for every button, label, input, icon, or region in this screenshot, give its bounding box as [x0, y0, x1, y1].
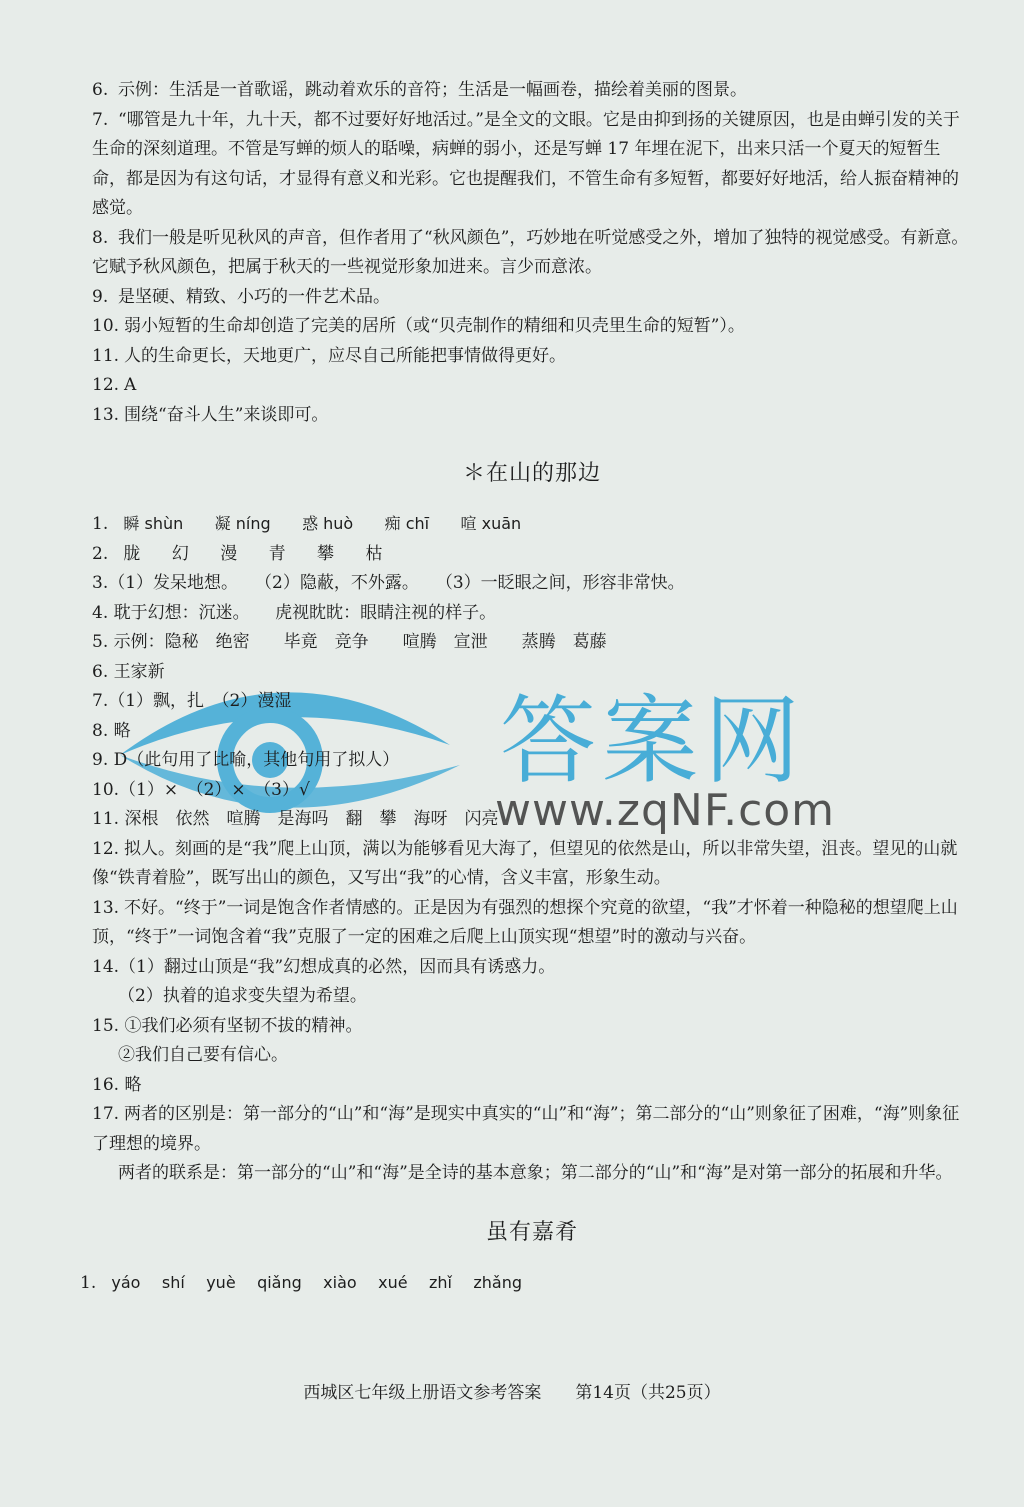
word: 枯	[365, 543, 383, 564]
answer-item: 9. D（此句用了比喻，其他句用了拟人）	[92, 750, 400, 770]
pinyin: xiào	[323, 1272, 357, 1292]
pinyin: yáo	[111, 1272, 141, 1292]
answer-item: 12. 拟人。刻画的是“我”爬上山顶，满以为能够看见大海了，但望见的依然是山，所以非常失望，沮丧。望见的山就像“铁青着脸”，既写出山的颜色，又写出“我”的心情，含义丰富，形象生动。	[92, 838, 958, 888]
pinyin: zhǐ	[428, 1272, 452, 1292]
answers-content	[80, 76, 972, 1298]
pinyin: xué	[378, 1272, 408, 1292]
answer-subitem: ②我们自己要有信心。	[118, 1045, 288, 1065]
pinyin: qiǎng	[257, 1272, 302, 1292]
word: 攀	[317, 543, 335, 564]
answer-item: 11. 深根 依然 喧腾 是海吗 翻 攀 海呀 闪亮	[92, 809, 499, 829]
word: 漫	[220, 543, 238, 564]
answer-item: 12. A	[92, 375, 137, 395]
page-footer: 西城区七年级上册语文参考答案 第14页（共25页）	[303, 1383, 721, 1403]
section-title: ＊在山的那边	[462, 461, 601, 486]
answer-item: 5. 示例：隐秘 绝密 毕竟 竞争 喧腾 宣泄 蒸腾 葛藤	[92, 632, 607, 652]
pinyin: shí	[161, 1272, 185, 1292]
answer-item: 4. 耽于幻想：沉迷。 虎视眈眈：眼睛注视的样子。	[92, 602, 497, 623]
word-pinyin: 惑 huò	[302, 514, 354, 533]
word: 青	[268, 543, 286, 564]
answer-item: 13. 围绕“奋斗人生”来谈即可。	[92, 404, 329, 425]
word-pinyin: 喧 xuān	[460, 514, 522, 533]
word: 胧	[123, 543, 141, 564]
part1-answers	[92, 76, 972, 430]
answer-item: 1. yáo shí yuè qiǎng xiào xué zhǐ zhǎng	[80, 1268, 972, 1299]
answer-item: 8. 我们一般是听见秋风的声音，但作者用了“秋风颜色”，巧妙地在听觉感受之外，增加了独特的视觉感受。有新意。它赋予秋风颜色，把属于秋天的一些视觉形象加进来。言少而意浓。	[92, 227, 969, 277]
answer-item: 7.（1）飘，扎 （2）漫湿	[92, 691, 292, 711]
word-pinyin: 瞬 shùn	[123, 514, 184, 533]
word: 幻	[171, 543, 189, 564]
watermark-brand-text: 答案网	[500, 685, 806, 797]
answer-subitem: 两者的联系是：第一部分的“山”和“海”是全诗的基本意象；第二部分的“山”和“海”是对第一部分的拓展和升华。	[118, 1163, 953, 1183]
answer-item: 16. 略	[92, 1074, 142, 1095]
answer-item: 9. 是坚硬、精致、小巧的一件艺术品。	[92, 286, 390, 307]
answer-item: 6. 示例：生活是一首歌谣，跳动着欢乐的音符；生活是一幅画卷，描绘着美丽的图景。	[92, 80, 747, 100]
answer-item: 10.（1）× （2）× （3）√	[92, 779, 310, 800]
answer-item: 3.（1）发呆地想。 （2）隐蔽，不外露。 （3）一眨眼之间，形容非常快。	[92, 573, 685, 593]
answer-item: 10. 弱小短暂的生命却创造了完美的居所（或“贝壳制作的精细和贝壳里生命的短暂”）。	[92, 316, 745, 336]
answer-item: 6. 王家新	[92, 661, 165, 682]
answer-subitem: （2）执着的追求变失望为希望。	[118, 986, 367, 1006]
answer-item: 2. 胧 幻 漫 青 攀 枯	[92, 540, 972, 570]
pinyin: yuè	[206, 1272, 236, 1292]
part2-answers	[92, 509, 972, 1189]
answer-item: 15. ①我们必须有坚韧不拔的精神。	[92, 1015, 363, 1036]
answer-item: 11. 人的生命更长，天地更广，应尽自己所能把事情做得更好。	[92, 345, 566, 366]
watermark-url: www.zqNF.com	[495, 785, 836, 836]
word-pinyin: 凝 níng	[214, 514, 271, 533]
answer-item: 17. 两者的区别是：第一部分的“山”和“海”是现实中真实的“山”和“海”；第二部分的“山”则象征了困难，“海”则象征了理想的境界。	[92, 1104, 960, 1154]
word-pinyin: 痴 chī	[384, 514, 430, 533]
answer-item: 7. “哪管是九十年，九十天，都不过要好好地活过。”是全文的文眼。它是由抑到扬的关键原因，也是由蝉引发的关于生命的深刻道理。不管是写蝉的烦人的聒噪，病蝉的弱小，还是写蝉 17 年埋在泥下，出来只活一个夏天的短暂生命，都是因为有这句话，才显得有意义和光彩。它也提醒我们，不管生命有多短暂，都要好好地活，给人振奋精神的感觉。	[92, 109, 960, 218]
answer-item: 13. 不好。“终于”一词是饱含作者情感的。正是因为有强烈的想探个究竟的欲望，“我”才怀着一种隐秘的想望爬上山顶，“终于”一词饱含着“我”克服了一定的困难之后爬上山顶实现“想望”时的激动与兴奋。	[92, 897, 958, 947]
answer-item: 8. 略	[92, 720, 131, 741]
answer-item: 1. 瞬 shùn 凝 níng 惑 huò 痴 chī 喧 xuān	[92, 509, 972, 540]
section-title: 虽有嘉肴	[485, 1219, 578, 1245]
pinyin: zhǎng	[473, 1272, 522, 1292]
answer-item: 14.（1）翻过山顶是“我”幻想成真的必然，因而具有诱惑力。	[92, 956, 556, 977]
